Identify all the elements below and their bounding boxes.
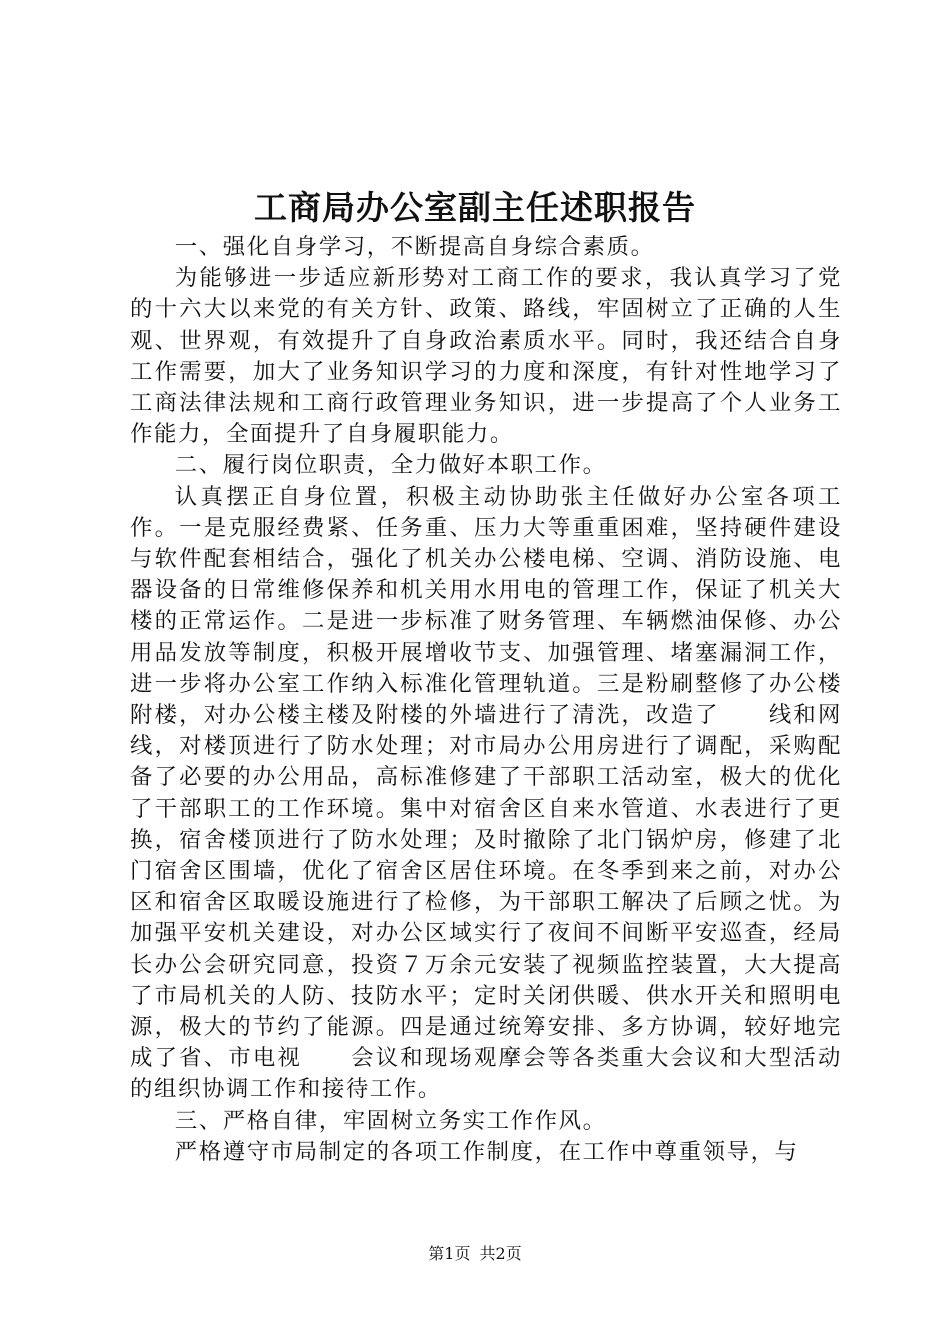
section-heading-1: 一、强化自身学习，不断提高自身综合素质。 [174, 234, 655, 260]
page-total: 共2页 [479, 1244, 522, 1263]
page-number: 第1页 [428, 1244, 471, 1263]
page-footer [0, 1243, 950, 1265]
section-heading-3: 三、严格自律，牢固树立务实工作作风。 [174, 1107, 607, 1134]
paragraph-discipline: 严格遵守市局制定的各项工作制度，在工作中尊重领导，与 [174, 1138, 799, 1165]
paragraph-duties: 认真摆正自身位置，积极主动协助张主任做好办公室各项工作。一是克服经费紧、任务重、压力大等重重困难，坚持硬件建设与软件配套相结合，强化了机关办公楼电梯、空调、消防设施、电器设备的日常维修保养和机关用水用电的管理工作，保证了机关大楼的正常运作。二是进一步标准了财务管理、车辆燃油保修、办公用品发放等制度，积极开展增收节支、加强管理、堵塞漏洞工作，进一步将办公室工作纳入标准化管理轨道。三是粉刷整修了办公楼附楼，对办公楼主楼及附楼的外墙进行了清洗，改造了 线和网线，对楼顶进行了防水处理；对市局办公用房进行了调配，采购配备了必要的办公用品，高标准修建了干部职工活动室，极大的优化了干部职工的工作环境。集中对宿舍区自来水管道、水表进行了更换，宿舍楼顶进行了防水处理；及时撤除了北门锅炉房，修建了北门宿舍区围墙，优化了宿舍区居住环境。在冬季到来之前，对办公区和宿舍区取暖设施进行了检修，为干部职工解决了后顾之忧。为加强平安机关建设，对办公区域实行了夜间不间断平安巡查，经局长办公会研究同意，投资７万余元安装了视频监控装置，大大提高了市局机关的人防、技防水平；定时关闭供暖、供水开关和照明电源，极大的节约了能源。四是通过统筹安排、多方协调，较好地完成了省、市电视 会议和现场观摩会等各类重大会议和大型活动的组织协调工作和接待工作。 [130, 483, 842, 1103]
paragraph-study: 为能够进一步适应新形势对工商工作的要求，我认真学习了党的十六大以来党的有关方针、政策、路线，牢固树立了正确的人生观、世界观，有效提升了自身政治素质水平。同时，我还结合自身工作需要，加大了业务知识学习的力度和深度，有针对性地学习了工商法律法规和工商行政管理业务知识，进一步提高了个人业务工作能力，全面提升了自身履职能力。 [130, 265, 842, 448]
document-title: 工商局办公室副主任述职报告 [254, 188, 696, 227]
document-body [130, 232, 842, 1168]
section-heading-2: 二、履行岗位职责，全力做好本职工作。 [174, 452, 607, 479]
